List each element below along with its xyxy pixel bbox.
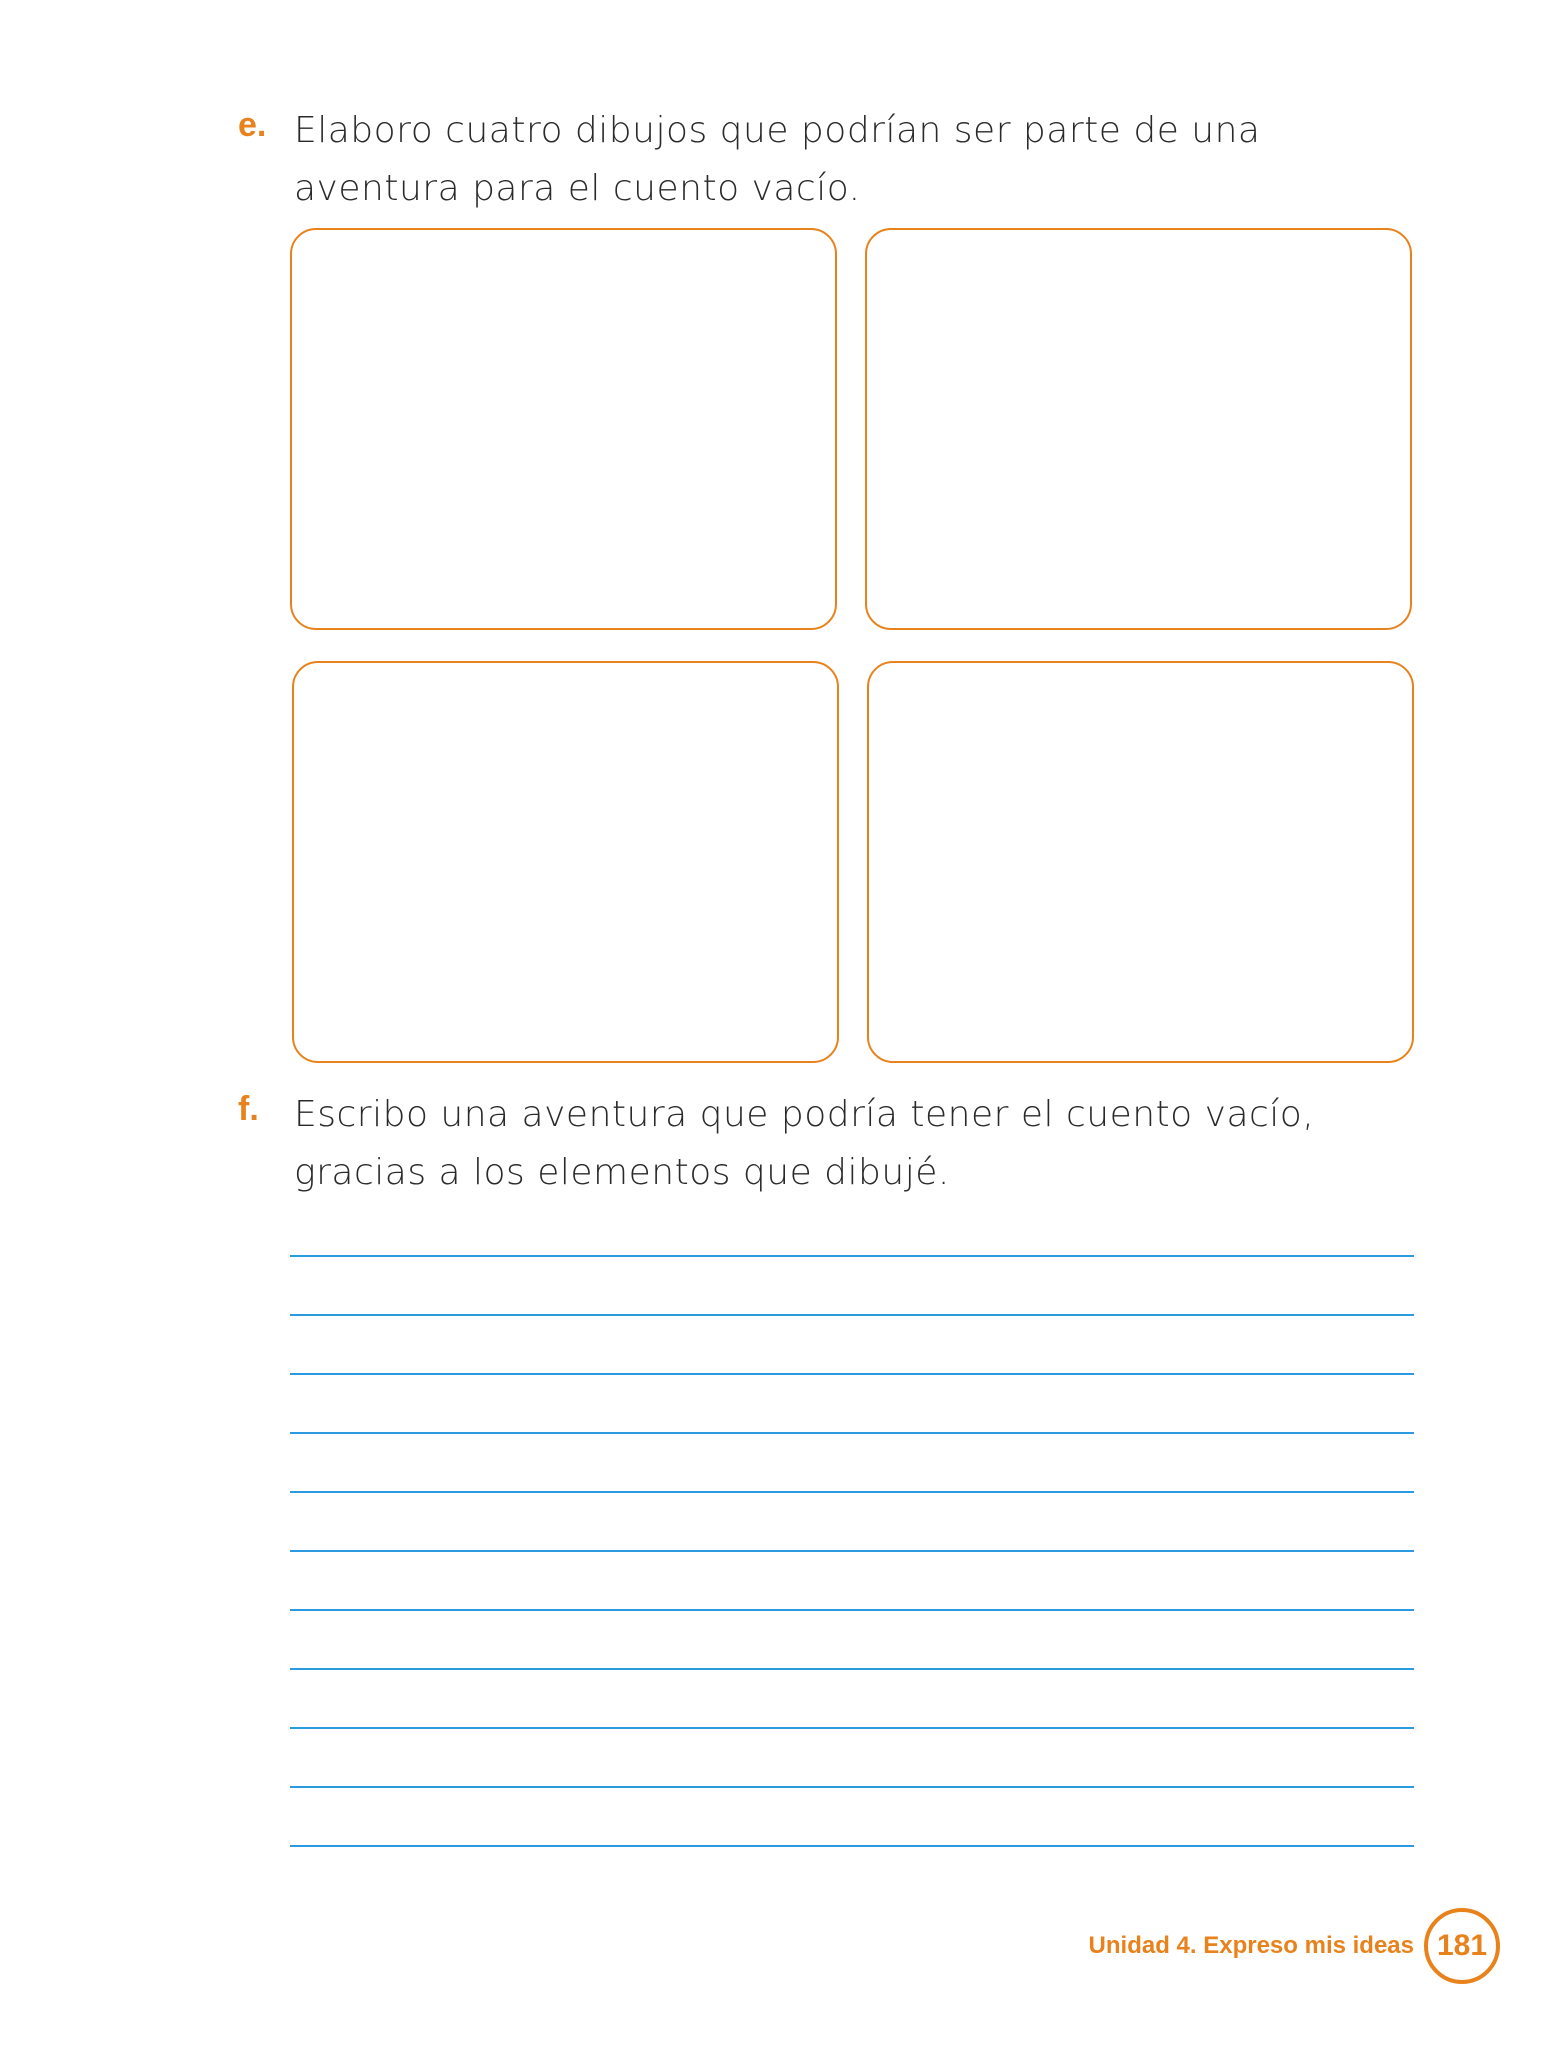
writing-line[interactable] [290,1609,1414,1611]
writing-line[interactable] [290,1786,1414,1788]
writing-line[interactable] [290,1550,1414,1552]
writing-line[interactable] [290,1432,1414,1434]
writing-line[interactable] [290,1491,1414,1493]
page-footer [1089,1908,1500,1984]
activity-f-letter: f. [238,1090,259,1128]
activity-f-instruction: Escribo una aventura que podría tener el cuento vacío, gracias a los elementos que dibujé. [294,1094,1315,1193]
writing-line[interactable] [290,1255,1414,1257]
writing-line[interactable] [290,1727,1414,1729]
drawing-box-1[interactable] [290,228,837,630]
writing-line[interactable] [290,1668,1414,1670]
activity-e [238,102,1418,218]
writing-line[interactable] [290,1373,1414,1375]
writing-line[interactable] [290,1845,1414,1847]
drawing-box-3[interactable] [292,661,839,1063]
writing-line[interactable] [290,1314,1414,1316]
unit-label: Unidad 4. Expreso mis ideas [1088,1932,1414,1959]
drawing-box-4[interactable] [867,661,1414,1063]
activity-e-instruction: Elaboro cuatro dibujos que podrían ser parte de una aventura para el cuento vacío. [294,110,1261,209]
activity-f [238,1086,1418,1202]
activity-e-letter: e. [238,106,267,144]
drawing-box-2[interactable] [865,228,1412,630]
page-number: 181 [1424,1908,1500,1984]
